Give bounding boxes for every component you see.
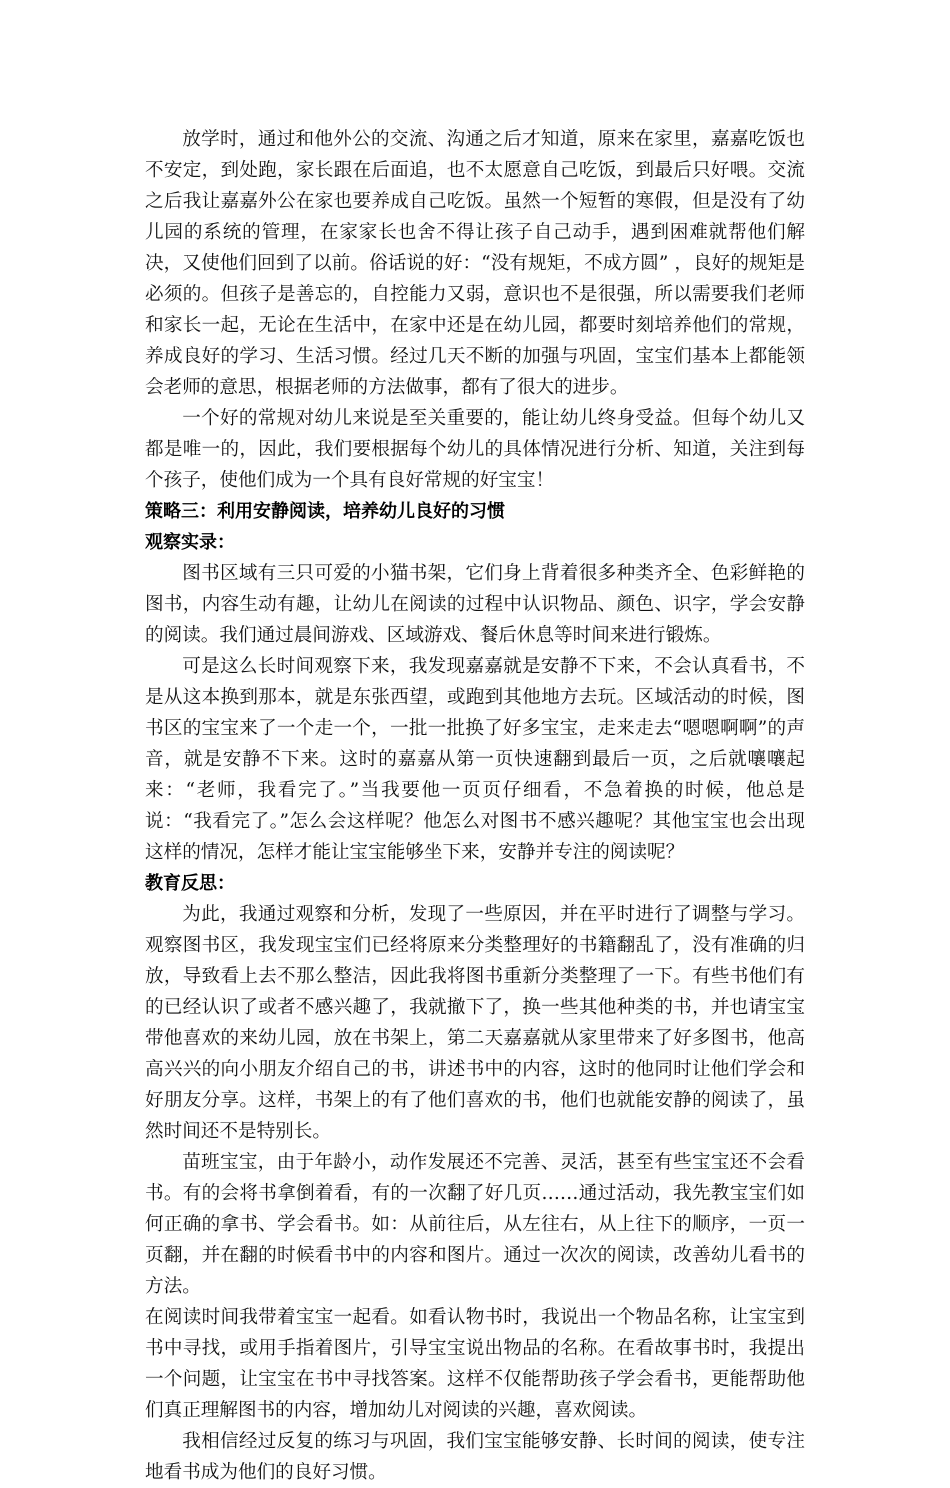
paragraph-4: 可是这么长时间观察下来，我发现嘉嘉就是安静不下来，不会认真看书，不是从这本换到那本，就是东张西望，或跑到其他地方去玩。区域活动的时候，图书区的宝宝来了一个走一个，一批一批换了好多宝宝，走来走去“嗯嗯啊啊”的声音，就是安静不下来。这时的嘉嘉从第一页快速翻到最后一页，之后就嚷嚷起来：“老师，我看完了。”当我要他一页页仔细看，不急着换的时候，他总是说：“我看完了。”怎么会这样呢？他怎么对图书不感兴趣呢？其他宝宝也会出现这样的情况，怎样才能让宝宝能够坐下来，安静并专注的阅读呢？ [145,656,805,863]
paragraph-6: 苗班宝宝，由于年龄小，动作发展还不完善、灵活，甚至有些宝宝还不会看书。有的会将书拿倒着看，有的一次翻了好几页……通过活动，我先教宝宝们如何正确的拿书、学会看书。如：从前往后，从左往右，从上往下的顺序，一页一页翻，并在翻的时候看书中的内容和图片。通过一次次的阅读，改善幼儿看书的方法。 [145,1152,805,1297]
paragraph-8: 我相信经过反复的练习与巩固，我们宝宝能够安静、长时间的阅读，使专注地看书成为他们的良好习惯。 [145,1431,805,1483]
paragraph-1: 放学时，通过和他外公的交流、沟通之后才知道，原来在家里，嘉嘉吃饭也不安定，到处跑，家长跟在后面追，也不太愿意自己吃饭，到最后只好喂。交流之后我让嘉嘉外公在家也要养成自己吃饭。虽然一个短暂的寒假，但是没有了幼儿园的系统的管理，在家家长也舍不得让孩子自己动手，遇到困难就帮他们解决，又使他们回到了以前。俗话说的好：“没有规矩，不成方圆” ，良好的规矩是必须的。但孩子是善忘的，自控能力又弱，意识也不是很强，所以需要我们老师和家长一起，无论在生活中，在家中还是在幼儿园，都要时刻培养他们的常规，养成良好的学习、生活习惯。经过几天不断的加强与巩固，宝宝们基本上都能领会老师的意思，根据老师的方法做事，都有了很大的进步。 [145,129,805,398]
reflection-heading: 教育反思： [145,873,235,894]
document-page [145,124,805,1488]
observation-heading: 观察实录： [145,532,235,553]
paragraph-3: 图书区域有三只可爱的小猫书架，它们身上背着很多种类齐全、色彩鲜艳的图书，内容生动有趣，让幼儿在阅读的过程中认识物品、颜色、识字，学会安静的阅读。我们通过晨间游戏、区域游戏、餐后休息等时间来进行锻炼。 [145,563,805,646]
paragraph-2: 一个好的常规对幼儿来说是至关重要的，能让幼儿终身受益。但每个幼儿又都是唯一的，因此，我们要根据每个幼儿的具体情况进行分析、知道，关注到每个孩子，使他们成为一个具有良好常规的好宝宝！ [145,408,805,491]
strategy-three-heading: 策略三：利用安静阅读，培养幼儿良好的习惯 [145,501,505,522]
paragraph-5: 为此，我通过观察和分析，发现了一些原因，并在平时进行了调整与学习。观察图书区，我发现宝宝们已经将原来分类整理好的书籍翻乱了，没有准确的归放，导致看上去不那么整洁，因此我将图书重新分类整理了一下。有些书他们有的已经认识了或者不感兴趣了，我就撤下了，换一些其他种类的书，并也请宝宝带他喜欢的来幼儿园，放在书架上，第二天嘉嘉就从家里带来了好多图书，他高高兴兴的向小朋友介绍自己的书，讲述书中的内容，这时的他同时让他们学会和好朋友分享。这样，书架上的有了他们喜欢的书，他们也就能安静的阅读了，虽然时间还不是特别长。 [145,904,805,1142]
paragraph-7: 在阅读时间我带着宝宝一起看。如看认物书时，我说出一个物品名称，让宝宝到书中寻找，或用手指着图片，引导宝宝说出物品的名称。在看故事书时，我提出一个问题，让宝宝在书中寻找答案。这样不仅能帮助孩子学会看书，更能帮助他们真正理解图书的内容，增加幼儿对阅读的兴趣，喜欢阅读。 [145,1307,805,1421]
